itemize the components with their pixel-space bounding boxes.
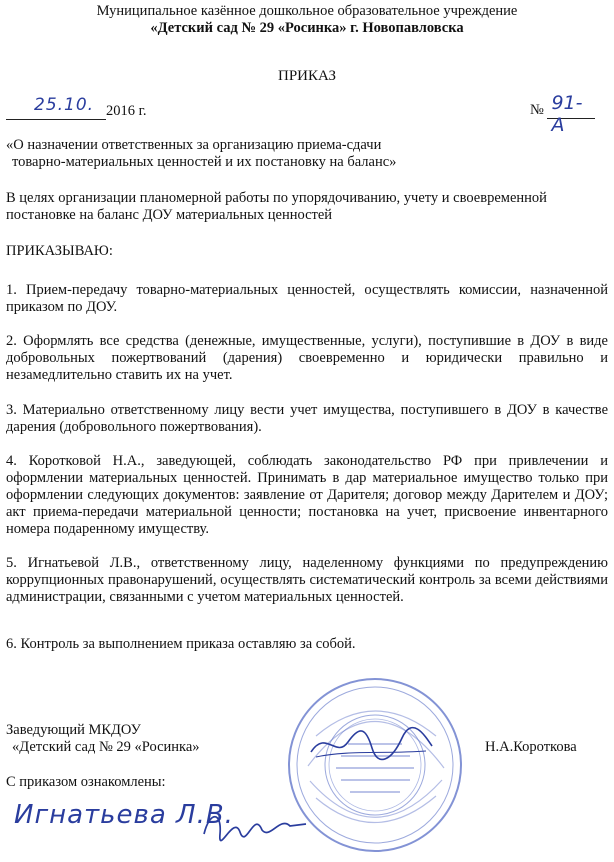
signatory-position	[6, 722, 200, 756]
signatory-line1: Заведующий МКДОУ	[6, 722, 141, 738]
org-name-line2: «Детский сад № 29 «Росинка» г. Новопавловска	[150, 20, 464, 36]
number-sign: №	[530, 102, 544, 118]
org-name-line1: Муниципальное казённое дошкольное образовательное учреждение	[96, 3, 518, 19]
acquainted-label: С приказом ознакомлены:	[6, 774, 166, 790]
acquainted-signature	[200, 804, 310, 844]
number-blank	[547, 92, 595, 136]
acquainted-handwritten-name: Игнатьева Л.В.	[14, 800, 234, 830]
document-date	[6, 95, 147, 120]
date-handwritten: 25.10.	[34, 95, 95, 115]
intro-paragraph: В целях организации планомерной работы по упорядочиванию, учету и своевременной постановке на баланс ДОУ материальных ценностей	[6, 190, 547, 223]
director-signature	[306, 724, 436, 764]
subject-line1: «О назначении ответственных за организацию приема-сдачи	[6, 137, 382, 153]
official-seal-stamp	[286, 676, 464, 854]
number-handwritten: 91-А	[551, 92, 583, 136]
organization-header	[0, 3, 614, 37]
order-item-5: 5. Игнатьевой Л.В., ответственному лицу, наделенному функциями по предупреждению коррупционных правонарушений, осуществлять систематический контроль за всеми действиями администрации, связанными с учетом материальных ценностей.	[6, 555, 608, 605]
date-blank	[6, 95, 106, 120]
order-item-4: 4. Коротковой Н.А., заведующей, соблюдать законодательство РФ при привлечении и оформлении материальных ценностей. Принимать в дар материальное имущество только при оформлении следующих документов: заявление от Дарителя; договор между Дарителем и ДОУ; акт приема-передачи материальной ценности; постановка на учет, присвоение инвентарного номера подаренному имуществу.	[6, 453, 608, 537]
subject-line2: товарно-материальных ценностей и их постановку на баланс»	[12, 154, 397, 170]
signatory-line2: «Детский сад № 29 «Росинка»	[12, 739, 200, 755]
signatory-name: Н.А.Короткова	[485, 739, 577, 755]
order-word: ПРИКАЗЫВАЮ:	[6, 243, 113, 259]
document-title: ПРИКАЗ	[278, 68, 336, 84]
order-item-2: 2. Оформлять все средства (денежные, имущественные, услуги), поступившие в ДОУ в виде добровольных пожертвований (дарения) своевременно и юридически правильно и незамедлительно ставить их на учет.	[6, 333, 608, 383]
document-number	[530, 92, 595, 136]
order-item-3: 3. Материально ответственному лицу вести учет имущества, поступившего в ДОУ в качестве дарения (добровольного пожертвования).	[6, 402, 608, 435]
order-item-6: 6. Контроль за выполнением приказа оставляю за собой.	[6, 636, 356, 652]
document-subject	[6, 137, 466, 171]
order-item-1: 1. Прием-передачу товарно-материальных ценностей, осуществлять комиссии, назначенной приказом по ДОУ.	[6, 282, 608, 315]
date-year: 2016 г.	[106, 103, 147, 119]
